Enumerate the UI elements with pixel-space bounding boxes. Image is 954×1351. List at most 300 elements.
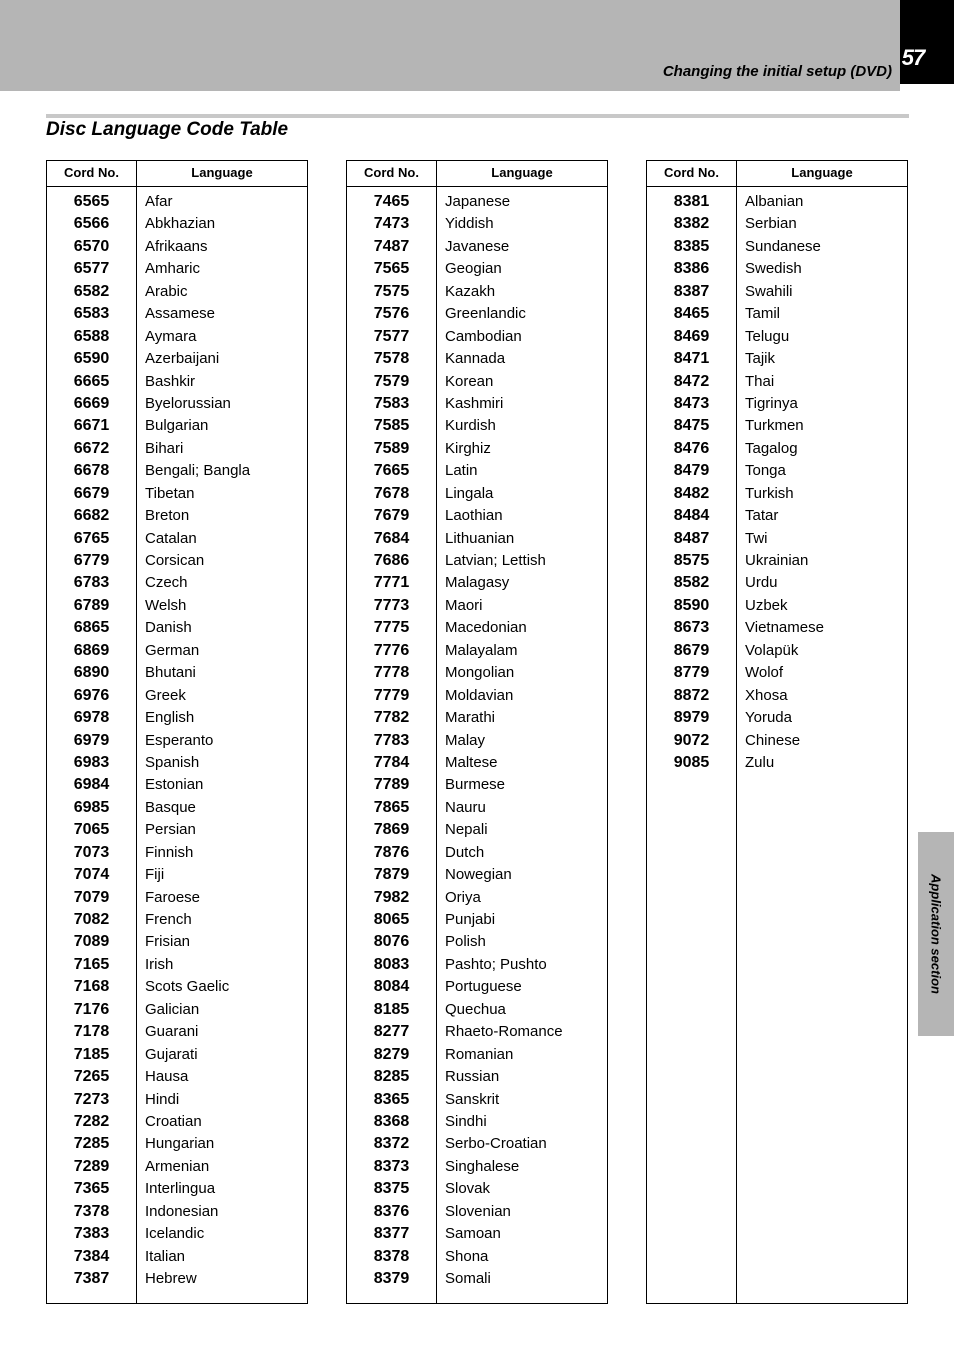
table-row: [47, 864, 307, 886]
table-row: [647, 595, 907, 617]
language-code: 6582: [73, 282, 110, 300]
language-code: 8185: [373, 1000, 410, 1018]
language-code: 8475: [673, 417, 710, 435]
language-code: 6671: [73, 417, 110, 435]
language-code: 8679: [673, 641, 710, 659]
table-row: [47, 1223, 307, 1245]
table-row: [47, 415, 307, 437]
language-name: Japanese: [445, 193, 511, 210]
table-row: [47, 393, 307, 415]
table-row: [47, 191, 307, 213]
table-row: [647, 393, 907, 415]
table-row: [647, 303, 907, 325]
section-title: Disc Language Code Table: [46, 119, 289, 140]
language-code: 8372: [373, 1135, 410, 1153]
language-name: Galician: [145, 1000, 200, 1018]
language-code: 7773: [373, 596, 410, 614]
language-name: Croatian: [145, 1112, 202, 1130]
table-row: [347, 550, 607, 572]
language-name: Corsican: [145, 552, 205, 569]
table-row: [47, 213, 307, 235]
table-row: [647, 572, 907, 594]
language-name: Bhutani: [145, 664, 196, 682]
table-rows: [347, 191, 607, 1290]
table-row: [47, 976, 307, 998]
language-code: 7585: [373, 417, 410, 435]
language-code: 7583: [373, 394, 410, 412]
language-code: 7578: [373, 350, 410, 368]
language-code: 6869: [73, 641, 110, 659]
language-code: 7465: [373, 193, 410, 210]
language-code: 8979: [673, 709, 710, 727]
language-code: 7185: [73, 1045, 110, 1063]
language-name: Tamil: [745, 305, 781, 323]
language-name: Nepali: [445, 821, 488, 839]
table-row: [647, 730, 907, 752]
language-name: Latvian; Lettish: [445, 552, 546, 569]
section-rule: [46, 114, 909, 118]
table-row: [347, 954, 607, 976]
language-name: Shona: [445, 1247, 489, 1265]
table-row: [47, 505, 307, 527]
table-row: [47, 752, 307, 774]
language-code: 8065: [373, 911, 410, 928]
table-rows: [47, 191, 307, 1290]
language-code: 8285: [373, 1068, 410, 1086]
language-code: 7387: [73, 1270, 110, 1287]
table-row: [347, 864, 607, 886]
table-row: [47, 617, 307, 639]
language-name: Polish: [445, 933, 486, 951]
table-row: [47, 1089, 307, 1111]
language-code: 8386: [673, 260, 710, 278]
table-row: [47, 774, 307, 796]
table-row: [347, 774, 607, 796]
language-code: 6570: [73, 237, 110, 255]
table-row: [47, 819, 307, 841]
table-row: [347, 483, 607, 505]
language-name: Assamese: [145, 305, 216, 323]
language-code: 7576: [373, 305, 410, 323]
table-row: [47, 1133, 307, 1155]
table-row: [647, 258, 907, 280]
language-name: German: [145, 641, 200, 659]
language-code: 6565: [73, 193, 110, 210]
table-row: [347, 909, 607, 931]
language-code: 8375: [373, 1180, 410, 1198]
language-code: 7779: [373, 686, 410, 704]
table-row: [647, 415, 907, 437]
language-code: 8465: [673, 305, 710, 323]
table-row: [347, 707, 607, 729]
language-code: 6588: [73, 327, 110, 345]
language-code: 6789: [73, 596, 110, 614]
language-code: 6765: [73, 529, 110, 547]
column-header-code: Cord No.: [364, 165, 419, 180]
language-code: 8373: [373, 1157, 410, 1175]
table-row: [347, 258, 607, 280]
language-name: Hebrew: [145, 1270, 197, 1287]
language-code-table-1: [46, 160, 308, 1304]
language-name: Urdu: [745, 574, 778, 592]
table-row: [347, 438, 607, 460]
language-name: Cambodian: [445, 327, 522, 345]
language-name: Javanese: [445, 237, 510, 255]
language-name: Yiddish: [445, 215, 494, 233]
language-name: Romanian: [445, 1045, 514, 1063]
language-code: 7165: [73, 955, 110, 973]
language-name: Xhosa: [745, 686, 788, 704]
table-row: [47, 1178, 307, 1200]
language-name: Telugu: [745, 327, 790, 345]
table-row: [47, 707, 307, 729]
language-code: 6679: [73, 484, 110, 502]
language-code: 8385: [673, 237, 710, 255]
table-row: [347, 415, 607, 437]
table-row: [647, 348, 907, 370]
language-code: 7865: [373, 798, 410, 816]
table-row: [47, 1111, 307, 1133]
language-name: Mongolian: [445, 664, 515, 682]
language-name: Samoan: [445, 1225, 501, 1243]
table-row: [47, 1268, 307, 1290]
language-code: 8382: [673, 215, 710, 233]
language-name: Quechua: [445, 1000, 506, 1018]
language-code: 7686: [373, 552, 410, 569]
table-row: [47, 1021, 307, 1043]
language-name: Volapük: [745, 641, 799, 659]
table-row: [47, 303, 307, 325]
language-code: 9072: [673, 731, 710, 749]
language-name: Tatar: [745, 507, 779, 525]
table-row: [347, 572, 607, 594]
table-row: [47, 595, 307, 617]
language-code: 7879: [373, 866, 410, 884]
language-name: Pashto; Pushto: [445, 955, 547, 973]
language-name: Sanskrit: [445, 1090, 500, 1108]
language-name: Singhalese: [445, 1157, 520, 1175]
table-row: [647, 752, 907, 774]
language-code: 7784: [373, 753, 410, 771]
language-name: Sundanese: [745, 237, 821, 255]
table-rows: [647, 191, 907, 774]
table-row: [47, 797, 307, 819]
language-name: Maori: [445, 596, 483, 614]
language-code: 6669: [73, 394, 110, 412]
language-code: 6783: [73, 574, 110, 592]
language-code: 8277: [373, 1023, 410, 1041]
table-row: [347, 1044, 607, 1066]
language-code: 6979: [73, 731, 110, 749]
table-row: [647, 662, 907, 684]
language-name: Afar: [145, 193, 173, 210]
language-name: Marathi: [445, 709, 496, 727]
language-name: Serbo-Croatian: [445, 1135, 547, 1153]
language-code-table-3: [646, 160, 908, 1304]
table-row: [47, 1066, 307, 1088]
language-name: Faroese: [145, 888, 201, 906]
table-row: [47, 999, 307, 1021]
language-code: 8381: [673, 193, 710, 210]
language-name: Rhaeto-Romance: [445, 1023, 563, 1041]
language-code: 7384: [73, 1247, 110, 1265]
table-row: [347, 1111, 607, 1133]
table-row: [47, 348, 307, 370]
language-code: 9085: [673, 753, 710, 771]
language-code: 8376: [373, 1202, 410, 1220]
table-row: [347, 819, 607, 841]
language-code: 8471: [673, 350, 710, 368]
language-code: 8076: [373, 933, 410, 951]
language-code: 8479: [673, 462, 710, 480]
language-name: Hausa: [145, 1068, 189, 1086]
page-number: 57: [901, 45, 925, 70]
language-code: 7365: [73, 1180, 110, 1198]
language-name: Kashmiri: [445, 394, 504, 412]
table-row: [647, 460, 907, 482]
language-code: 7679: [373, 507, 410, 525]
language-name: Tonga: [745, 462, 786, 480]
column-header-code: Cord No.: [664, 165, 719, 180]
table-row: [347, 1246, 607, 1268]
language-code: 8472: [673, 372, 710, 390]
language-code: 6779: [73, 552, 110, 569]
language-name: Punjabi: [445, 911, 496, 928]
language-name: Yoruda: [745, 709, 792, 727]
table-row: [647, 371, 907, 393]
language-name: Fiji: [145, 866, 165, 884]
language-code: 7982: [373, 888, 410, 906]
language-name: Abkhazian: [145, 215, 216, 233]
table-row: [347, 393, 607, 415]
table-row: [347, 371, 607, 393]
language-name: Chinese: [745, 731, 801, 749]
language-name: Bashkir: [145, 372, 196, 390]
table-row: [47, 931, 307, 953]
language-code: 7176: [73, 1000, 110, 1018]
language-code: 7565: [373, 260, 410, 278]
table-row: [347, 1156, 607, 1178]
table-row: [47, 1246, 307, 1268]
table-row: [47, 730, 307, 752]
language-code: 7073: [73, 843, 110, 861]
table-row: [47, 1156, 307, 1178]
language-name: Slovak: [445, 1180, 491, 1198]
language-name: Breton: [145, 507, 190, 525]
language-name: Bulgarian: [145, 417, 209, 435]
language-code: 7282: [73, 1112, 110, 1130]
table-row: [347, 617, 607, 639]
language-name: Tagalog: [745, 439, 798, 457]
table-row: [647, 236, 907, 258]
language-name: Hungarian: [145, 1135, 215, 1153]
language-code: 6583: [73, 305, 110, 323]
language-code: 7577: [373, 327, 410, 345]
language-code: 6577: [73, 260, 110, 278]
language-name: Catalan: [145, 529, 197, 547]
table-row: [647, 617, 907, 639]
language-name: Moldavian: [445, 686, 514, 704]
language-code: 7782: [373, 709, 410, 727]
table-row: [347, 326, 607, 348]
language-name: Afrikaans: [145, 237, 208, 255]
header-subtitle: Changing the initial setup (DVD): [662, 63, 892, 80]
table-row: [347, 303, 607, 325]
language-code: 8484: [673, 507, 710, 525]
language-name: Amharic: [145, 260, 201, 278]
language-name: Arabic: [145, 282, 188, 300]
language-code: 7079: [73, 888, 110, 906]
language-code: 7285: [73, 1135, 110, 1153]
table-row: [347, 505, 607, 527]
language-name: Thai: [745, 372, 775, 390]
language-code: 7089: [73, 933, 110, 951]
table-row: [347, 752, 607, 774]
table-row: [47, 438, 307, 460]
language-code: 8487: [673, 529, 710, 547]
table-row: [47, 528, 307, 550]
table-row: [347, 213, 607, 235]
language-name: Burmese: [445, 776, 506, 794]
language-code: 6672: [73, 439, 110, 457]
language-name: Basque: [145, 798, 196, 816]
table-row: [647, 550, 907, 572]
language-name: Portuguese: [445, 978, 522, 996]
table-row: [47, 640, 307, 662]
language-name: Korean: [445, 372, 494, 390]
language-name: Twi: [745, 529, 768, 547]
language-code: 7776: [373, 641, 410, 659]
language-code: 6665: [73, 372, 110, 390]
column-header-language: Language: [191, 165, 253, 180]
table-row: [47, 550, 307, 572]
table-row: [47, 909, 307, 931]
table-row: [347, 1268, 607, 1290]
column-header-code: Cord No.: [64, 165, 119, 180]
language-name: Swedish: [745, 260, 802, 278]
language-name: Malay: [445, 731, 486, 749]
language-name: Sindhi: [445, 1112, 487, 1130]
table-row: [347, 640, 607, 662]
language-name: Serbian: [745, 215, 797, 233]
table-row: [347, 528, 607, 550]
table-header: [647, 161, 907, 187]
language-name: Icelandic: [145, 1225, 205, 1243]
language-name: Swahili: [745, 282, 793, 300]
table-row: [347, 460, 607, 482]
language-code: 7273: [73, 1090, 110, 1108]
language-code: 7065: [73, 821, 110, 839]
language-name: Uzbek: [745, 596, 788, 614]
language-name: Azerbaijani: [145, 350, 220, 368]
language-code: 7168: [73, 978, 110, 996]
table-row: [47, 662, 307, 684]
language-code: 8387: [673, 282, 710, 300]
language-name: Finnish: [145, 843, 194, 861]
language-code: 8469: [673, 327, 710, 345]
language-name: Greenlandic: [445, 305, 526, 323]
language-code: 8377: [373, 1225, 410, 1243]
table-header: [47, 161, 307, 187]
table-row: [347, 348, 607, 370]
language-name: Irish: [145, 955, 174, 973]
language-name: Kazakh: [445, 282, 496, 300]
table-row: [647, 213, 907, 235]
table-row: [647, 191, 907, 213]
language-name: Zulu: [745, 753, 775, 771]
table-row: [47, 326, 307, 348]
table-row: [47, 887, 307, 909]
language-code: 8575: [673, 552, 710, 569]
language-name: Maltese: [445, 753, 498, 771]
language-code: 8379: [373, 1270, 410, 1287]
table-row: [347, 595, 607, 617]
language-code: 7579: [373, 372, 410, 390]
language-name: Indonesian: [145, 1202, 219, 1220]
language-code: 6985: [73, 798, 110, 816]
table-row: [647, 438, 907, 460]
language-name: Kurdish: [445, 417, 496, 435]
table-row: [647, 528, 907, 550]
language-name: Danish: [145, 619, 192, 637]
language-code: 8365: [373, 1090, 410, 1108]
table-row: [347, 931, 607, 953]
language-code: 7789: [373, 776, 410, 794]
language-name: Somali: [445, 1270, 491, 1287]
table-row: [347, 1133, 607, 1155]
table-row: [347, 191, 607, 213]
table-header: [347, 161, 607, 187]
table-row: [47, 281, 307, 303]
language-name: Persian: [145, 821, 196, 839]
table-row: [647, 326, 907, 348]
language-code: 7378: [73, 1202, 110, 1220]
language-name: Kannada: [445, 350, 506, 368]
language-name: Lithuanian: [445, 529, 515, 547]
language-name: Slovenian: [445, 1202, 511, 1220]
language-code: 7487: [373, 237, 410, 255]
language-code: 7775: [373, 619, 410, 637]
language-code: 7074: [73, 866, 110, 884]
table-row: [347, 999, 607, 1021]
table-row: [347, 1178, 607, 1200]
language-code: 8673: [673, 619, 710, 637]
language-name: Bengali; Bangla: [145, 462, 251, 480]
table-row: [647, 707, 907, 729]
table-row: [347, 1223, 607, 1245]
language-name: Hindi: [145, 1090, 180, 1108]
language-name: Welsh: [145, 596, 187, 614]
language-code: 7178: [73, 1023, 110, 1041]
language-name: Lingala: [445, 484, 494, 502]
language-name: Armenian: [145, 1157, 210, 1175]
language-name: Wolof: [745, 664, 784, 682]
language-code: 8368: [373, 1112, 410, 1130]
language-name: Interlingua: [145, 1180, 216, 1198]
language-code: 8476: [673, 439, 710, 457]
table-row: [47, 1044, 307, 1066]
language-code: 6865: [73, 619, 110, 637]
language-code: 6978: [73, 709, 110, 727]
language-name: Malagasy: [445, 574, 510, 592]
language-name: Latin: [445, 462, 478, 480]
language-name: Spanish: [145, 753, 200, 771]
side-tab-label: Application section: [928, 874, 944, 994]
table-row: [347, 976, 607, 998]
language-name: Tibetan: [145, 484, 195, 502]
language-code: 7289: [73, 1157, 110, 1175]
language-code: 8083: [373, 955, 410, 973]
